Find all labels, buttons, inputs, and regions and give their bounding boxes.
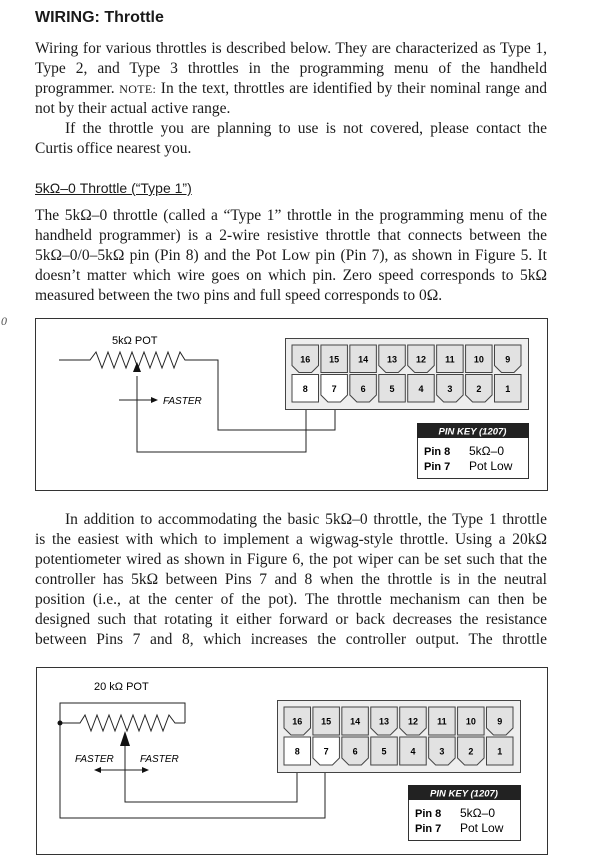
- pin-key-function: Pot Low: [469, 459, 513, 473]
- faster-label: FASTER: [163, 396, 202, 407]
- pin-number: 15: [321, 716, 332, 727]
- note-label: NOTE:: [119, 82, 157, 96]
- pin-number: 10: [465, 716, 476, 727]
- pin-key-pin: Pin 8: [424, 446, 451, 458]
- pin-number: 15: [329, 354, 340, 365]
- pin-number: 6: [352, 746, 358, 757]
- pin-number: 5: [389, 383, 395, 394]
- pin-number: 2: [468, 746, 474, 757]
- text-line: If the throttle you are planning to use is not covered, please contact the: [65, 120, 547, 137]
- pin-number: 7: [323, 746, 329, 757]
- text-line: controller has 5kΩ between Pins 7 and 8 when the throttle is in the neutral: [35, 571, 547, 588]
- pin-number: 8: [302, 383, 308, 394]
- pin-key-pin: Pin 7: [424, 461, 451, 473]
- pin-number: 7: [331, 383, 337, 394]
- pin-number: 4: [410, 746, 416, 757]
- pin-number: 3: [439, 746, 445, 757]
- pin-number: 4: [418, 383, 424, 394]
- text-line: designed such that rotating it either forward or back decreases the resistance: [35, 611, 547, 628]
- connector-1207: [286, 339, 529, 410]
- pin-number: 8: [294, 746, 300, 757]
- pin-number: 12: [415, 354, 426, 365]
- pin-number: 9: [505, 354, 511, 365]
- pin-number: 2: [476, 383, 482, 394]
- pin-key-table: [417, 423, 529, 479]
- pin-key-function: 5kΩ–0: [469, 444, 504, 458]
- junction-dot: [58, 721, 63, 726]
- pin-key-title: PIN KEY (1207): [430, 788, 498, 800]
- pin-key-function: Pot Low: [460, 821, 504, 835]
- page-title: WIRING: Throttle: [35, 9, 164, 26]
- text-line: Curtis office nearest you.: [35, 140, 192, 157]
- pot-label: 5kΩ POT: [112, 335, 158, 347]
- margin-mark: 0: [1, 314, 7, 328]
- pin-number: 13: [387, 354, 398, 365]
- text-line: Type 2, and Type 3 throttles in the programming menu of the handheld: [35, 60, 547, 77]
- text-line: measured between the two pins and full speed corresponds to 0Ω.: [35, 287, 443, 304]
- section-heading: 5kΩ–0 Throttle (“Type 1”): [35, 180, 192, 196]
- text-line: In addition to accommodating the basic 5kΩ–0 throttle, the Type 1 throttle: [65, 511, 547, 528]
- figure-5-wiring-diagram: [36, 319, 548, 491]
- pot-label: 20 kΩ POT: [94, 681, 149, 693]
- text-span: programmer.: [35, 80, 120, 97]
- pin-number: 16: [300, 354, 311, 365]
- text-line: handheld programmer) is a 2-wire resistive throttle that connects between the: [35, 227, 547, 244]
- text-span: In the text, throttles are identified by their nominal range and: [156, 80, 547, 97]
- pin-number: 14: [358, 354, 369, 365]
- pin-number: 10: [473, 354, 484, 365]
- pin-key-pin: Pin 7: [415, 823, 442, 835]
- pin-number: 14: [350, 716, 361, 727]
- pin-number: 13: [379, 716, 390, 727]
- pin-number: 11: [445, 354, 455, 365]
- connector-1207: [278, 701, 521, 773]
- faster-right-label: FASTER: [140, 754, 179, 765]
- pin-number: 11: [437, 716, 447, 727]
- pin-number: 1: [497, 746, 503, 757]
- pin-number: 12: [407, 716, 418, 727]
- text-line: not by their actual active range.: [35, 100, 231, 117]
- faster-left-label: FASTER: [75, 754, 114, 765]
- text-line: The 5kΩ–0 throttle (called a “Type 1” throttle in the programming menu of the: [35, 207, 547, 224]
- pin-key-table: [408, 785, 521, 841]
- text-line: potentiometer wired as shown in Figure 6, the pot wiper can be set such that the: [35, 551, 547, 568]
- text-line: is the easiest with which to implement a wigwag-style throttle. Using a 20kΩ: [35, 531, 547, 548]
- text-line: doesn’t matter which wire goes on which pin. Zero speed corresponds to 5kΩ: [35, 267, 547, 284]
- text-line: position (i.e., at the center of the pot). The throttle mechanism can then be: [35, 591, 547, 608]
- pin-key-function: 5kΩ–0: [460, 806, 495, 820]
- text-line: Wiring for various throttles is described below. They are characterized as Type 1,: [35, 40, 547, 57]
- pin-key-title: PIN KEY (1207): [438, 426, 507, 438]
- figure-6-wiring-diagram: [37, 668, 548, 855]
- pin-number: 9: [497, 716, 503, 727]
- wigwag-paragraph: [35, 510, 547, 650]
- pin-number: 16: [292, 716, 303, 727]
- text-line: between Pins 7 and 8, which increases the controller output. The throttle: [35, 631, 547, 648]
- pin-number: 6: [360, 383, 366, 394]
- pin-key-pin: Pin 8: [415, 808, 442, 820]
- pin-number: 5: [381, 746, 387, 757]
- pin-number: 3: [447, 383, 453, 394]
- pin-number: 1: [505, 383, 511, 394]
- text-line: 5kΩ–0/0–5kΩ pin (Pin 8) and the Pot Low pin (Pin 7), as shown in Figure 5. It: [35, 247, 547, 264]
